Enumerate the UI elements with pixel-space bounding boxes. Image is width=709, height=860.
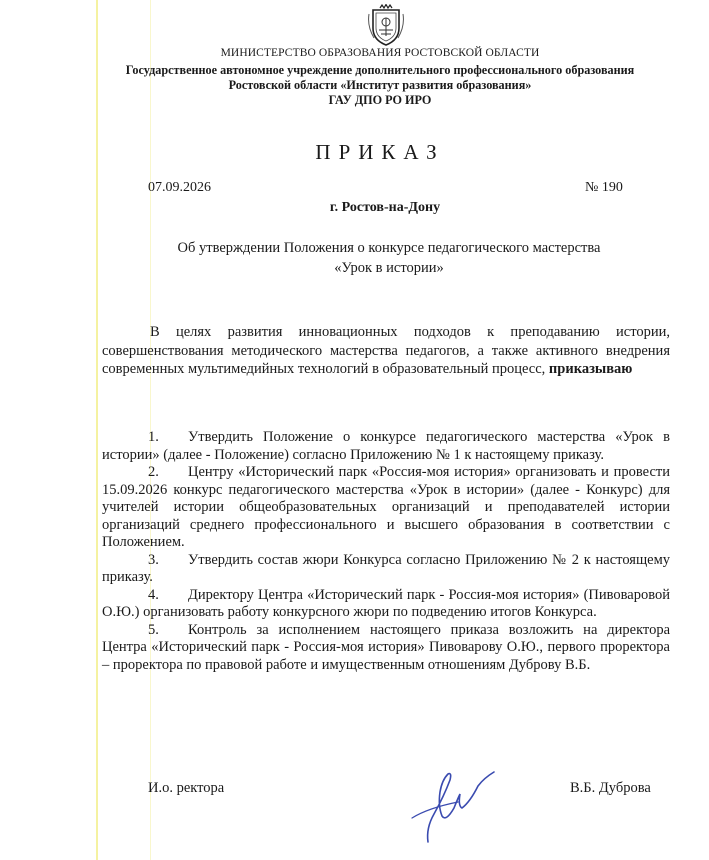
document-subject: [0, 238, 709, 278]
org-full-name-line1: Государственное автономное учреждение дополнительного профессионального образования: [125, 63, 635, 77]
order-item-text: Утвердить Положение о конкурсе педагогического мастерства «Урок в истории» (далее - Положение) согласно Приложению № 1 к настоящему приказу.: [102, 429, 670, 463]
order-item: [102, 429, 670, 464]
signatory-name: В.Б. Дуброва: [570, 780, 651, 796]
signatory-position: И.о. ректора: [148, 780, 225, 796]
coat-of-arms-icon: [364, 4, 408, 48]
order-item-text: Директору Центра «Исторический парк - Россия-моя история» (Пивоваровой О.Ю.) организовать работу конкурсного жюри по подведению итогов Конкурса.: [102, 586, 670, 620]
order-item-text: Центру «Исторический парк «Россия-моя история» организовать и провести 15.09.2026 конкурс педагогического мастерства «Урок в истории» (далее - Конкурс) для учителей истории общеобразовательных организаций и преподавателей истории организаций среднего профессионального и высшего образования в соответствии с Положением.: [102, 464, 670, 550]
order-item-number: 2.: [148, 464, 159, 480]
document-city: г. Ростов-на-Дону: [329, 200, 441, 215]
subject-line2: «Урок в истории»: [334, 260, 444, 276]
order-item: [102, 464, 670, 552]
order-item: [102, 552, 670, 587]
order-item-number: 4.: [148, 586, 159, 603]
order-item: [102, 622, 670, 675]
order-items: [102, 429, 670, 674]
order-item-text: Контроль за исполнением настоящего приказа возложить на директора Центра «Исторический парк - Россия-моя история» Пивоварову О.Ю., первого проректора – проректора по правовой работе и имущественным отношениям Дуброву В.Б.: [102, 621, 670, 673]
subject-line1: Об утверждении Положения о конкурсе педагогического мастерства: [177, 240, 601, 256]
org-full-name-line2: Ростовской области «Институт развития образования»: [228, 78, 532, 92]
preamble-text: В целях развития инновационных подходов к преподаванию истории, совершенствования методического мастерства педагогов, а также активного внедрения современных мультимедийных технологий в образовательный процесс,: [102, 324, 670, 377]
ministry-name: МИНИСТЕРСТВО ОБРАЗОВАНИЯ РОСТОВСКОЙ ОБЛАСТИ: [220, 47, 540, 59]
org-short-name: ГАУ ДПО РО ИРО: [328, 93, 432, 107]
order-item-number: 3.: [148, 551, 159, 568]
document-title: ПРИКАЗ: [315, 140, 445, 164]
scan-artifact: [96, 0, 98, 860]
handwritten-signature: [398, 758, 508, 848]
order-item-number: 5.: [148, 621, 159, 638]
order-item: [102, 587, 670, 622]
order-item-number: 1.: [148, 429, 159, 445]
preamble-order-word: приказываю: [548, 361, 633, 377]
preamble: [102, 323, 670, 379]
document-number: № 190: [585, 180, 623, 195]
order-item-text: Утвердить состав жюри Конкурса согласно Приложению № 2 к настоящему приказу.: [102, 551, 670, 585]
document-date: 07.09.2026: [148, 180, 211, 195]
